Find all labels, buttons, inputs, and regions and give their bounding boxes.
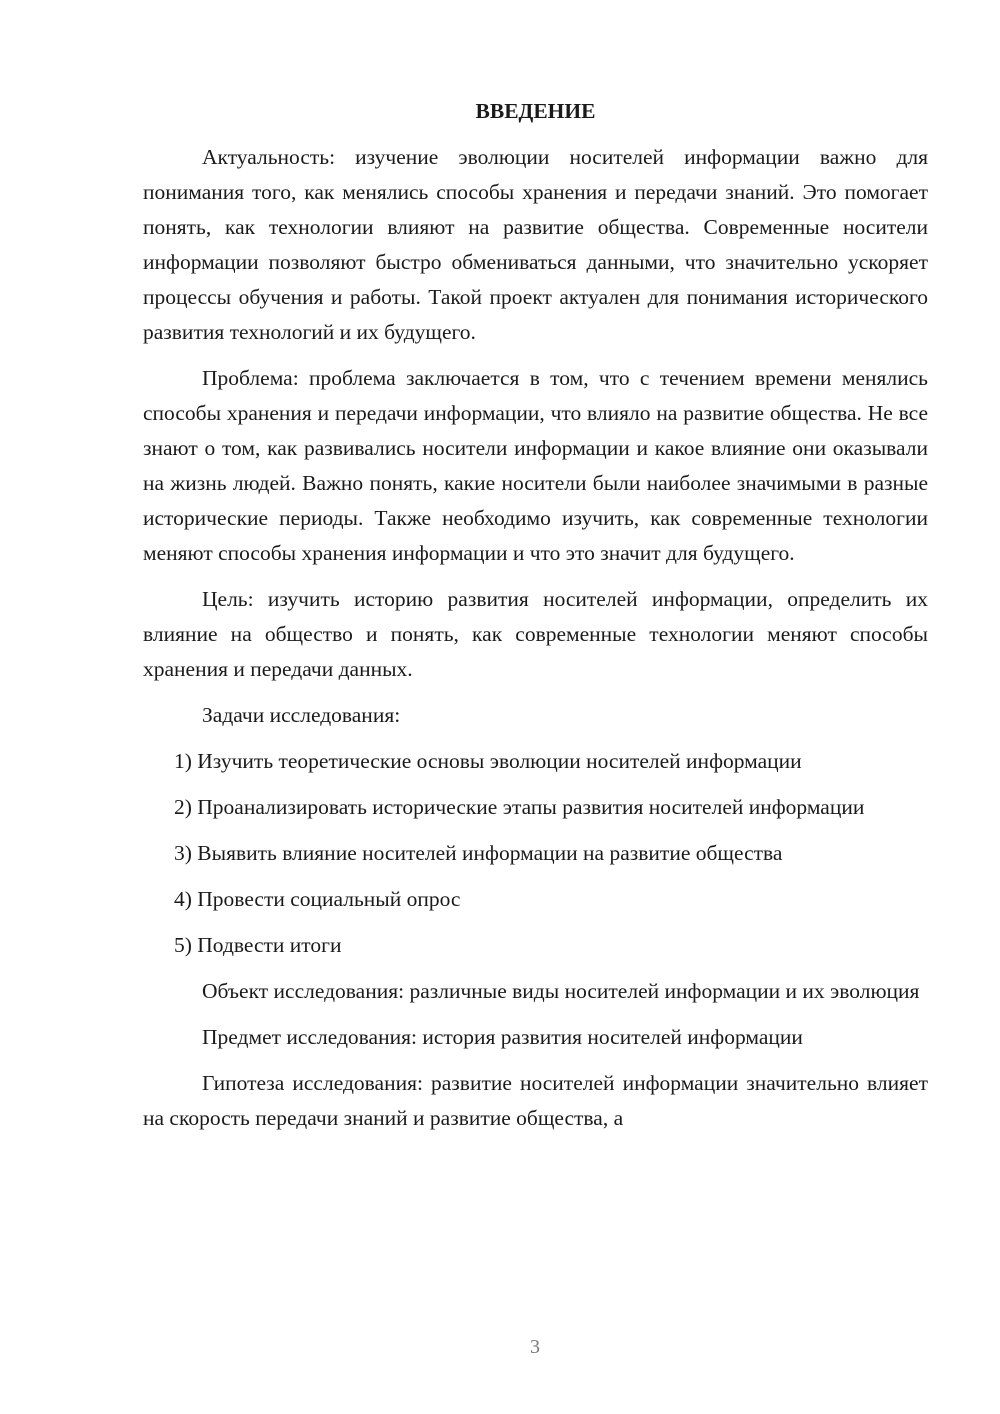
section-title: ВВЕДЕНИЕ <box>475 99 596 123</box>
task-item-4: 4) Провести социальный опрос <box>174 887 461 911</box>
page-number: 3 <box>530 1336 540 1358</box>
tasks-heading: Задачи исследования: <box>202 703 401 727</box>
document-body <box>143 96 928 1147</box>
task-item-5: 5) Подвести итоги <box>174 933 342 957</box>
problem-paragraph: Проблема: проблема заключается в том, что с течением времени менялись способы хранения и передачи информации, что влияло на развитие общества. Не все знают о том, как развивались носители информации и какое влияние они оказывали на жизнь людей. Важно понять, какие носители были наиболее значимыми в разные исторические периоды. Также необходимо изучить, как современные технологии меняют способы хранения информации и что это значит для будущего. <box>143 366 928 565</box>
hypothesis-paragraph: Гипотеза исследования: развитие носителей информации значительно влияет на скорость передачи знаний и развитие общества, а <box>143 1071 928 1130</box>
relevance-paragraph: Актуальность: изучение эволюции носителей информации важно для понимания того, как менялись способы хранения и передачи знаний. Это помогает понять, как технологии влияют на развитие общества. Современные носители информации позволяют быстро обмениваться данными, что значительно ускоряет процессы обучения и работы. Такой проект актуален для понимания исторического развития технологий и их будущего. <box>143 145 928 344</box>
task-item-1: 1) Изучить теоретические основы эволюции носителей информации <box>174 749 802 773</box>
task-item-3: 3) Выявить влияние носителей информации на развитие общества <box>174 841 783 865</box>
task-item-2: 2) Проанализировать исторические этапы развития носителей информации <box>174 795 865 819</box>
subject-paragraph: Предмет исследования: история развития носителей информации <box>202 1025 803 1049</box>
goal-paragraph: Цель: изучить историю развития носителей информации, определить их влияние на общество и понять, как современные технологии меняют способы хранения и передачи данных. <box>143 587 928 681</box>
object-paragraph: Объект исследования: различные виды носителей информации и их эволюция <box>202 979 920 1003</box>
